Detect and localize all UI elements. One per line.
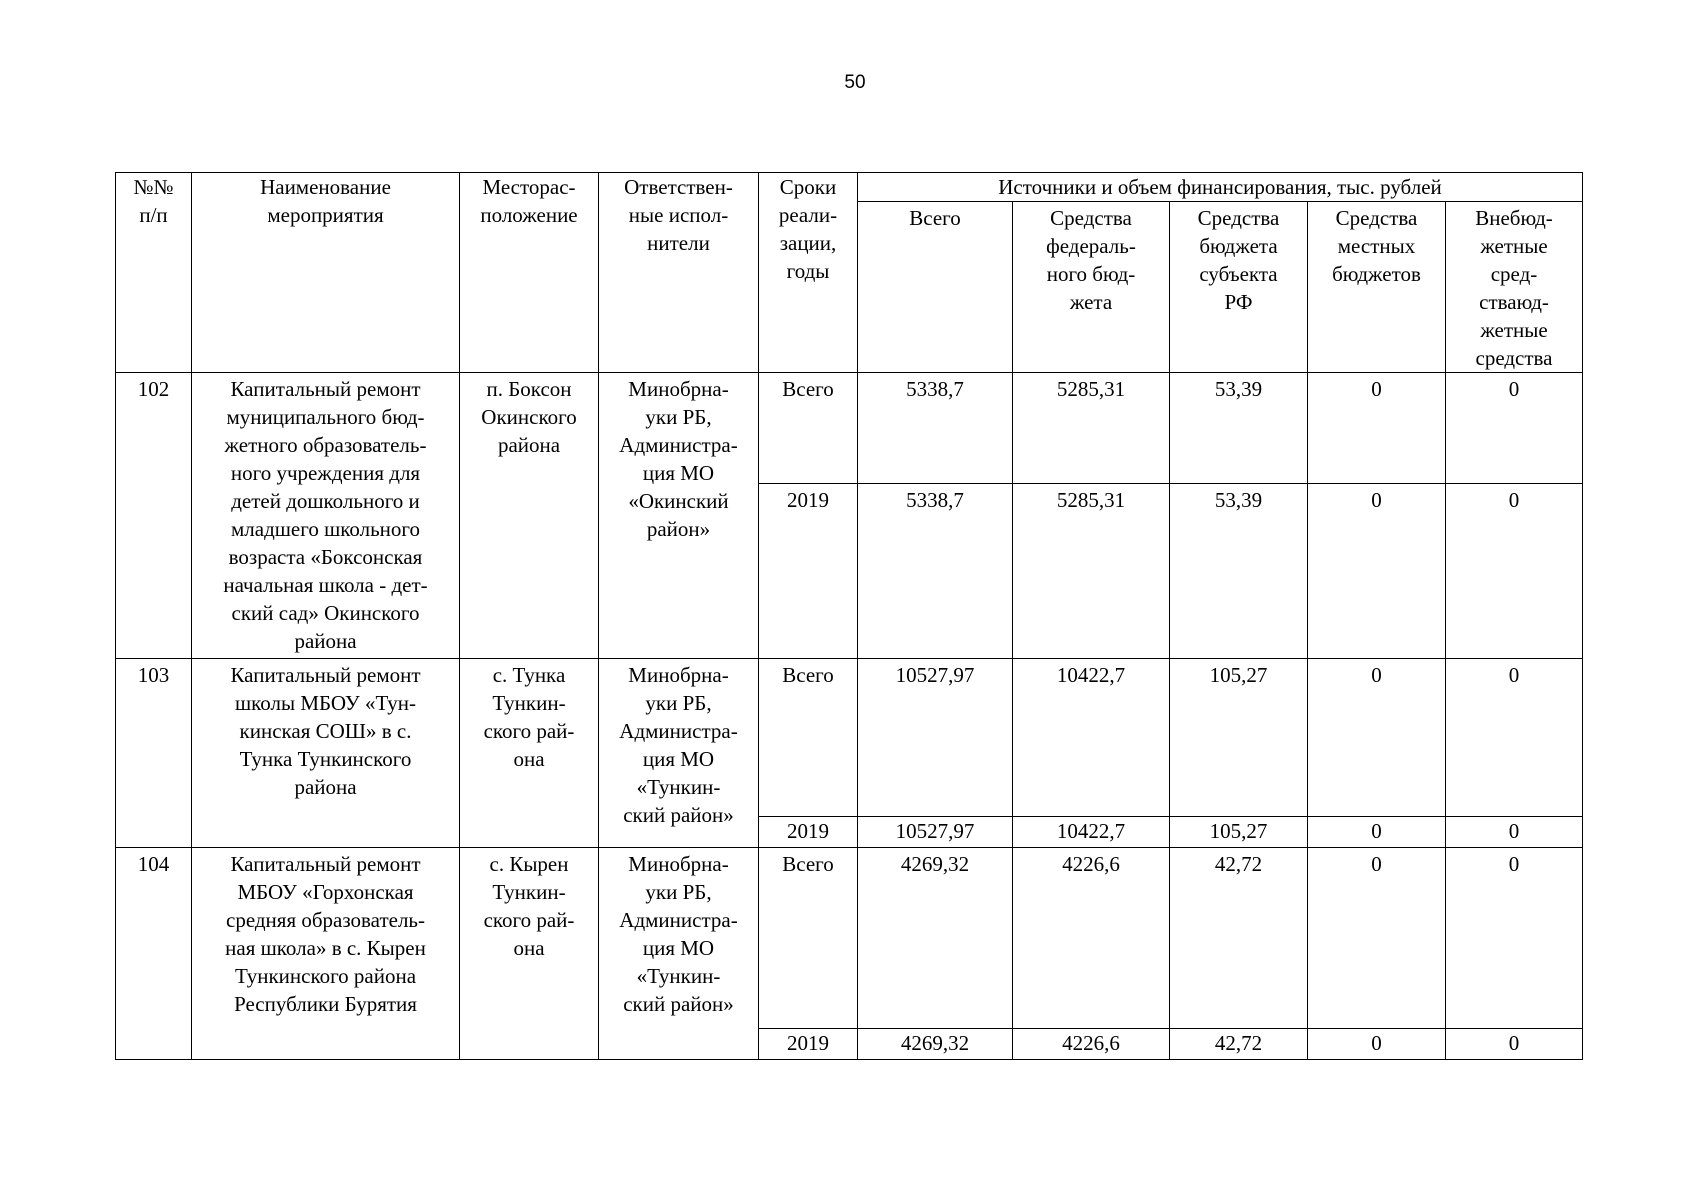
row-responsible: Минобрна- уки РБ, Администра- ция МО «Тункин- ский район» (599, 848, 759, 1060)
row-subject: 105,27 (1170, 659, 1308, 817)
row-extra: 0 (1446, 848, 1583, 1029)
row-num: 104 (116, 848, 192, 1060)
row-location: с. Кырен Тункин- ского рай- она (460, 848, 599, 1060)
header-total: Всего (858, 202, 1013, 373)
row-local: 0 (1308, 848, 1446, 1029)
row-federal: 4226,6 (1013, 1029, 1170, 1060)
header-extrabudget: Внебюд- жетные сред- стваюд- жетные средства (1446, 202, 1583, 373)
row-term: 2019 (759, 1029, 858, 1060)
header-federal: Средства федераль- ного бюд- жета (1013, 202, 1170, 373)
row-responsible: Минобрна- уки РБ, Администра- ция МО «Окинский район» (599, 373, 759, 659)
table-header-row (116, 173, 1583, 202)
row-term: Всего (759, 848, 858, 1029)
row-subject: 42,72 (1170, 848, 1308, 1029)
row-total: 5338,7 (858, 373, 1013, 484)
header-terms: Сроки реали- зации, годы (759, 173, 858, 373)
row-term: Всего (759, 373, 858, 484)
row-location: с. Тунка Тункин- ского рай- она (460, 659, 599, 848)
table-row (116, 848, 1583, 1029)
row-local: 0 (1308, 817, 1446, 848)
row-total: 4269,32 (858, 1029, 1013, 1060)
header-num: №№ п/п (116, 173, 192, 373)
header-subject: Средства бюджета субъекта РФ (1170, 202, 1308, 373)
row-name: Капитальный ремонт МБОУ «Горхонская средняя образователь- ная школа» в с. Кырен Тункинского района Республики Бурятия (192, 848, 460, 1060)
row-name: Капитальный ремонт школы МБОУ «Тун- кинская СОШ» в с. Тунка Тункинского района (192, 659, 460, 848)
row-total: 5338,7 (858, 484, 1013, 659)
row-name: Капитальный ремонт муниципального бюд- жетного образователь- ного учреждения для детей дошкольного и младшего школьного возраста «Боксонская начальная школа - дет- ский сад» Окинского района (192, 373, 460, 659)
header-location: Месторас- положение (460, 173, 599, 373)
header-financing-group: Источники и объем финансирования, тыс. рублей (858, 173, 1583, 202)
row-subject: 105,27 (1170, 817, 1308, 848)
table-row (116, 659, 1583, 817)
row-extra: 0 (1446, 484, 1583, 659)
header-local: Средства местных бюджетов (1308, 202, 1446, 373)
row-num: 102 (116, 373, 192, 659)
row-local: 0 (1308, 484, 1446, 659)
row-responsible: Минобрна- уки РБ, Администра- ция МО «Тункин- ский район» (599, 659, 759, 848)
row-total: 10527,97 (858, 659, 1013, 817)
row-local: 0 (1308, 659, 1446, 817)
row-local: 0 (1308, 1029, 1446, 1060)
row-federal: 10422,7 (1013, 659, 1170, 817)
header-responsible: Ответствен- ные испол- нители (599, 173, 759, 373)
row-extra: 0 (1446, 659, 1583, 817)
row-total: 4269,32 (858, 848, 1013, 1029)
row-extra: 0 (1446, 1029, 1583, 1060)
row-term: 2019 (759, 817, 858, 848)
row-total: 10527,97 (858, 817, 1013, 848)
row-term: 2019 (759, 484, 858, 659)
row-federal: 5285,31 (1013, 484, 1170, 659)
row-extra: 0 (1446, 373, 1583, 484)
header-name: Наименование мероприятия (192, 173, 460, 373)
financing-table (115, 172, 1583, 1060)
row-extra: 0 (1446, 817, 1583, 848)
row-local: 0 (1308, 373, 1446, 484)
row-subject: 53,39 (1170, 373, 1308, 484)
row-subject: 42,72 (1170, 1029, 1308, 1060)
row-term: Всего (759, 659, 858, 817)
row-subject: 53,39 (1170, 484, 1308, 659)
row-federal: 4226,6 (1013, 848, 1170, 1029)
row-federal: 10422,7 (1013, 817, 1170, 848)
table-row (116, 373, 1583, 484)
page-number: 50 (844, 72, 866, 93)
row-federal: 5285,31 (1013, 373, 1170, 484)
row-num: 103 (116, 659, 192, 848)
row-location: п. Боксон Окинского района (460, 373, 599, 659)
